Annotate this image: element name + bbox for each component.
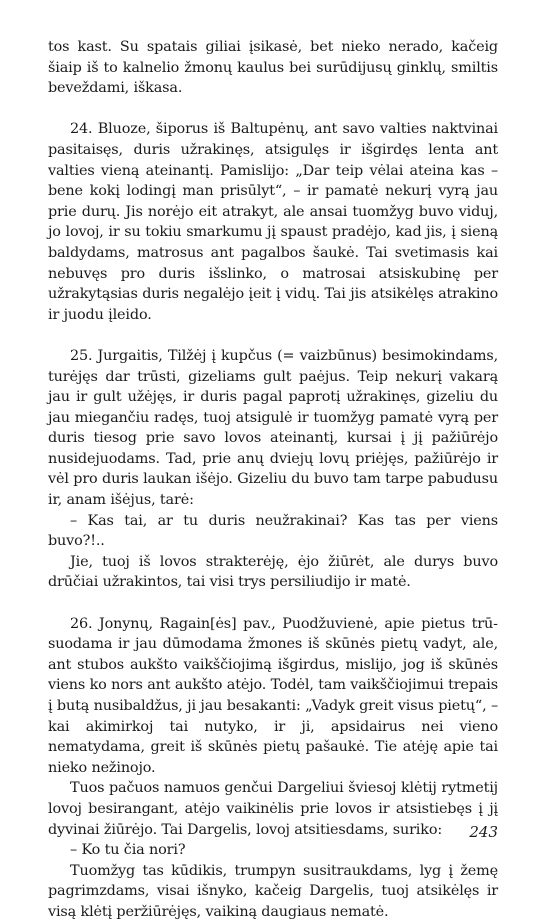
paragraph-entry-26-ending: Tuomžyg tas kūdikis, trumpyn susitraukdams, lyg į žemę pagrimzdams, visai išnyko, kačeig Dargelis, tuoj atsikėlęs ir visą klėtį peržiūrėjęs, vaikiną daugiaus nematė. bbox=[48, 862, 498, 920]
paragraph-entry-26-continued: Tuos pačuos namuos genčui Dargeliui šviesoj klėtij rytmetij lovoj besirangant, atėjo vaikinėlis prie lovos ir atsistiebęs į jį dyvinai žiūrėjo. Tai Dargelis, lovoj atsitiesdams, suriko: bbox=[48, 780, 498, 838]
paragraph-entry-25-continued: Jie, tuoj iš lovos strakterėję, ėjo žiūrėt, ale durys buvo drūčiai užrakintos, tai visi trys persiliudijo ir matė. bbox=[48, 553, 498, 591]
page-number: 243 bbox=[469, 823, 498, 841]
paragraph-entry-26: 26. Jonynų, Ragain[ės] pav., Puodžuvienė, apie pietus trūsuodama ir jau dūmodama žmones iš skūnės pietų vadyt, ale, ant stubos aukšto vaikščiojimą išgirdus, mislijo, jog iš skūnės viens ko nors ant aukšto atėjo. Todėl, tam vaikščiojimui trepais į butą nusibaldžus, ji jau besakanti: „Vadyk greit visus pietų“, – kai akimirkoj tai nutyko, ir ji, apsidairus nei vieno nematydama, greit iš skūnės pietų pašaukė. Tie atėję apie tai nieko nežinojo. bbox=[48, 615, 498, 776]
paragraph-continuation: tos kast. Su spatais giliai įsikasė, bet nieko nerado, kačeig šiaip iš to kalnelio žmonų kaulus bei surūdijusų ginklų, smiltis beveždami, iškasa. bbox=[48, 39, 498, 97]
paragraph-entry-24: 24. Bluoze, šiporus iš Baltupėnų, ant savo valties naktvinai pasitaisęs, duris užrakinęs, atsigulęs ir išgirdęs lenta ant valties vieną ateinantį. Pamislijo: „Dar teip vėlai ateina kas – bene kokį lodingį man prisūlyt“, – ir pamatė nekurį vyrą jau prie durų. Jis norėjo eit atrakyt, ale ansai tuomžyg buvo viduj, jo lovoj, ir su tokiu smarkumu jį spaust pradėjo, kad jis, į sieną baldydams, matrosus ant pagalbos šaukė. Tai svetimasis kai nebuvęs pro duris išslinko, o matrosai atsiskubinę per užrakytąsias duris negalėjo įeit į vidų. Tai jis atsikėlęs atrakino ir juodu įleido. bbox=[48, 121, 498, 323]
page-body-text bbox=[48, 37, 498, 923]
paragraph-entry-25: 25. Jurgaitis, Tilžėj į kupčus (= vaizbūnus) besimokindams, turėjęs dar trūsti, gizeliams gult paėjus. Teip nekurį vakarą jau ir gult užėjęs, ir duris pagal paprotį užrakinęs, gizeliu du jau miegančiu radęs, tuoj atsigulė ir tuomžyg pamatė vyrą per duris tiesog prie savo lovos ateinantį, kursai į jį pažiūrėjo nusidejuodams. Tad, prie anų dviejų lovų priėjęs, pažiūrėjo ir vėl pro duris laukan išėjo. Gizeliu du buvo tam tarpe pabudusu ir, anam išėjus, tarė: bbox=[48, 347, 498, 509]
dialogue-line: – Kas tai, ar tu duris neužrakinai? Kas tas per viens buvo?!.. bbox=[48, 512, 498, 550]
dialogue-line: – Ko tu čia nori? bbox=[70, 842, 186, 859]
